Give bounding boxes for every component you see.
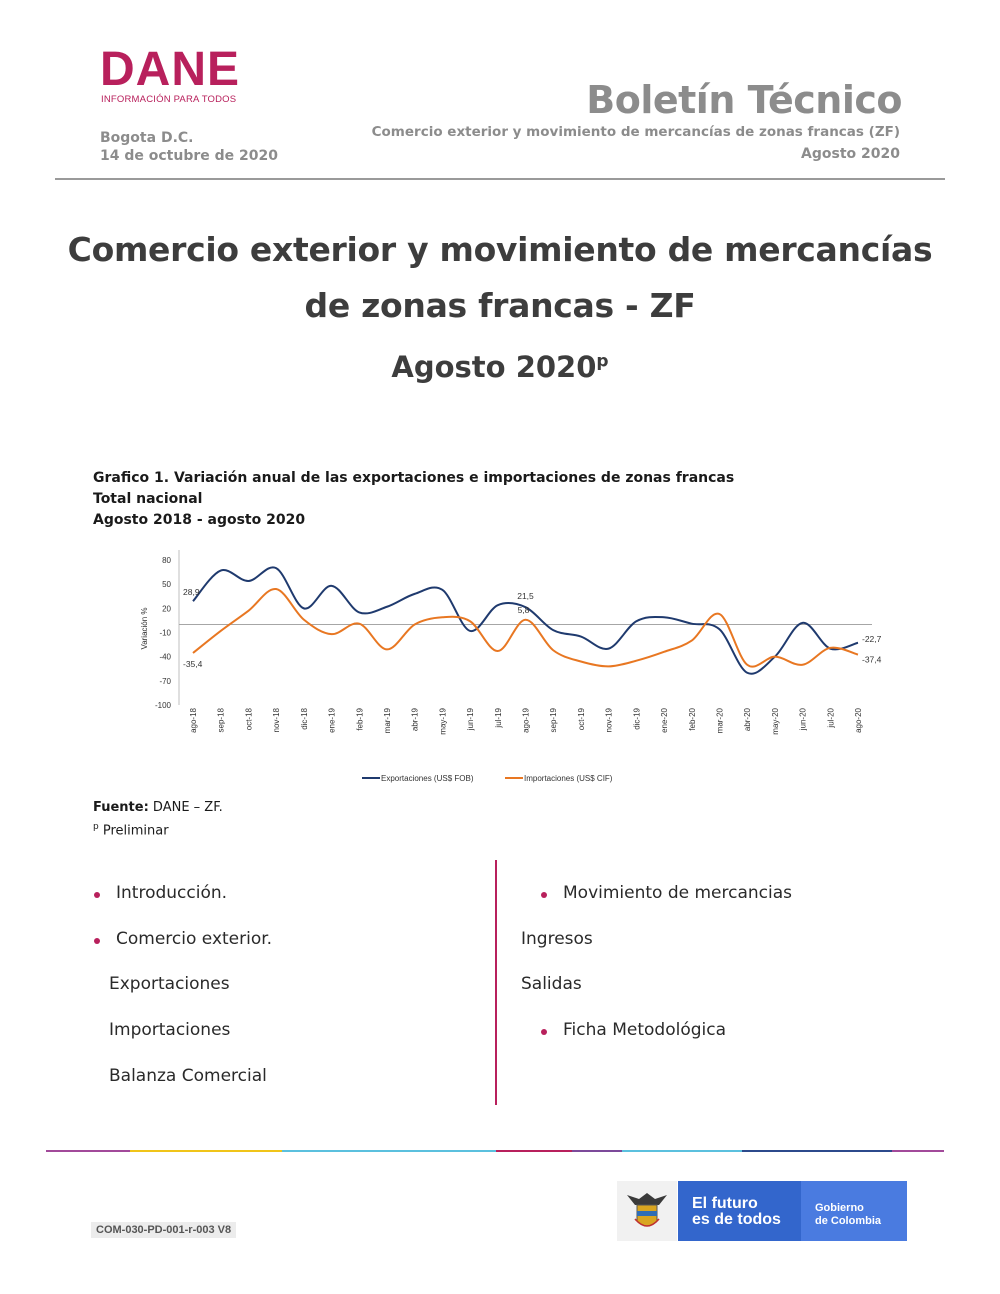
dane-logo: DANE <box>100 43 241 96</box>
x-tick-label: ene-19 <box>327 708 337 733</box>
bulletin-period: Agosto 2020 <box>801 146 900 162</box>
source-note <box>93 800 223 815</box>
toc-item-introduccion[interactable] <box>116 883 227 903</box>
bullet-icon <box>94 892 100 898</box>
y-tick-label: -70 <box>159 676 171 686</box>
x-tick-label: may-20 <box>770 708 780 735</box>
x-tick-label: ene-20 <box>660 708 670 733</box>
x-tick-label: may-19 <box>438 708 448 735</box>
x-tick-label: sep-18 <box>216 708 226 733</box>
document-code: COM-030-PD-001-r-003 V8 <box>91 1222 236 1238</box>
bullet-icon <box>94 938 100 944</box>
x-tick-label: mar-19 <box>382 708 392 734</box>
header-divider <box>55 178 945 180</box>
preliminary-text: Preliminar <box>98 823 169 839</box>
y-tick-label: 50 <box>162 580 171 590</box>
header-city: Bogota D.C. <box>100 130 194 146</box>
toc-item-movimiento-mercancias[interactable] <box>563 883 792 903</box>
preliminary-sup: p <box>93 822 99 832</box>
preliminary-note <box>93 822 169 838</box>
toc-item-label: Movimiento de mercancias <box>563 883 793 903</box>
data-label: 21,5 <box>517 591 534 602</box>
x-tick-label: feb-20 <box>687 708 697 731</box>
x-tick-label: abr-20 <box>743 708 753 732</box>
page-title-line2: de zonas francas - ZF <box>304 286 696 325</box>
x-tick-label: jun-20 <box>798 708 808 731</box>
x-tick-label: oct-18 <box>244 708 254 731</box>
toc-sub-ingresos[interactable]: Ingresos <box>521 929 593 949</box>
x-tick-label: oct-19 <box>576 708 586 731</box>
x-tick-label: sep-19 <box>549 708 559 733</box>
gov-name-line2: de Colombia <box>815 1215 882 1227</box>
x-tick-label: feb-19 <box>355 708 365 731</box>
y-tick-label: -100 <box>154 701 171 710</box>
toc-item-label: Ficha Metodológica <box>563 1020 726 1040</box>
colombia-coat-of-arms-icon <box>617 1181 677 1241</box>
x-tick-label: ago-20 <box>854 708 863 733</box>
y-tick-label: -10 <box>159 628 171 638</box>
page-title <box>60 222 940 334</box>
toc-divider <box>495 860 497 1105</box>
y-axis-label: Variación % <box>140 607 149 650</box>
toc-sub-exportaciones[interactable]: Exportaciones <box>109 974 230 994</box>
toc-item-comercio-exterior[interactable] <box>116 929 272 949</box>
gov-name-line1: Gobierno <box>815 1202 864 1214</box>
source-text: DANE – ZF. <box>148 800 223 815</box>
page-title-line1: Comercio exterior y movimiento de mercancías <box>67 230 933 269</box>
data-label: -37,4 <box>862 654 882 665</box>
x-tick-label: abr-19 <box>410 708 420 732</box>
chart-caption-line2: Total nacional <box>93 491 203 507</box>
page-period <box>60 350 940 384</box>
chart-svg <box>120 540 900 790</box>
x-tick-label: nov-18 <box>272 708 282 733</box>
bullet-icon <box>541 892 547 898</box>
header-date: 14 de octubre de 2020 <box>100 148 278 164</box>
toc-sub-balanza-comercial[interactable]: Balanza Comercial <box>109 1066 267 1086</box>
chart-caption <box>93 468 734 531</box>
x-tick-label: mar-20 <box>715 708 725 734</box>
gov-name <box>815 1202 881 1228</box>
toc-item-ficha-metodologica[interactable] <box>563 1020 726 1040</box>
toc-sub-importaciones[interactable]: Importaciones <box>109 1020 231 1040</box>
toc-item-label: Comercio exterior. <box>116 929 273 949</box>
bullet-icon <box>541 1029 547 1035</box>
gov-slogan-line2: es de todos <box>692 1211 781 1228</box>
chart-caption-line1: Grafico 1. Variación anual de las exportaciones e importaciones de zonas francas <box>93 470 735 486</box>
y-tick-label: -40 <box>159 652 171 662</box>
toc-item-label: Introducción. <box>116 883 228 903</box>
data-label: 5,8 <box>517 604 530 615</box>
line-chart <box>120 540 900 790</box>
x-tick-label: nov-19 <box>604 708 614 733</box>
legend-label-1: Importaciones (US$ CIF) <box>524 774 613 783</box>
gov-slogan <box>692 1196 781 1228</box>
x-tick-label: ago-19 <box>521 708 531 733</box>
source-label: Fuente: <box>93 800 149 815</box>
legend-label-0: Exportaciones (US$ FOB) <box>381 774 474 783</box>
footer-color-bar <box>46 1150 944 1152</box>
page-period-text: Agosto 2020 <box>391 350 597 384</box>
gov-slogan-line1: El futuro <box>692 1195 758 1212</box>
bulletin-title: Boletín Técnico <box>586 78 902 122</box>
page-period-sup: p <box>596 351 609 372</box>
y-tick-label: 80 <box>162 556 171 566</box>
y-tick-label: 20 <box>162 604 171 614</box>
x-tick-label: ago-18 <box>189 708 198 733</box>
chart-caption-line3: Agosto 2018 - agosto 2020 <box>93 512 306 528</box>
toc-sub-salidas[interactable]: Salidas <box>521 974 582 994</box>
x-tick-label: dic-19 <box>632 708 642 730</box>
bulletin-subtitle: Comercio exterior y movimiento de mercancías de zonas francas (ZF) <box>371 124 900 140</box>
x-tick-label: jul-20 <box>826 708 836 728</box>
x-tick-label: dic-18 <box>299 708 309 730</box>
x-tick-label: jun-19 <box>466 708 476 731</box>
dane-tagline: INFORMACIÓN PARA TODOS <box>101 94 237 105</box>
data-label: 28,9 <box>183 587 200 598</box>
x-tick-label: jul-19 <box>493 708 503 728</box>
data-label: -22,7 <box>862 633 882 644</box>
data-label: -35,4 <box>183 658 203 669</box>
